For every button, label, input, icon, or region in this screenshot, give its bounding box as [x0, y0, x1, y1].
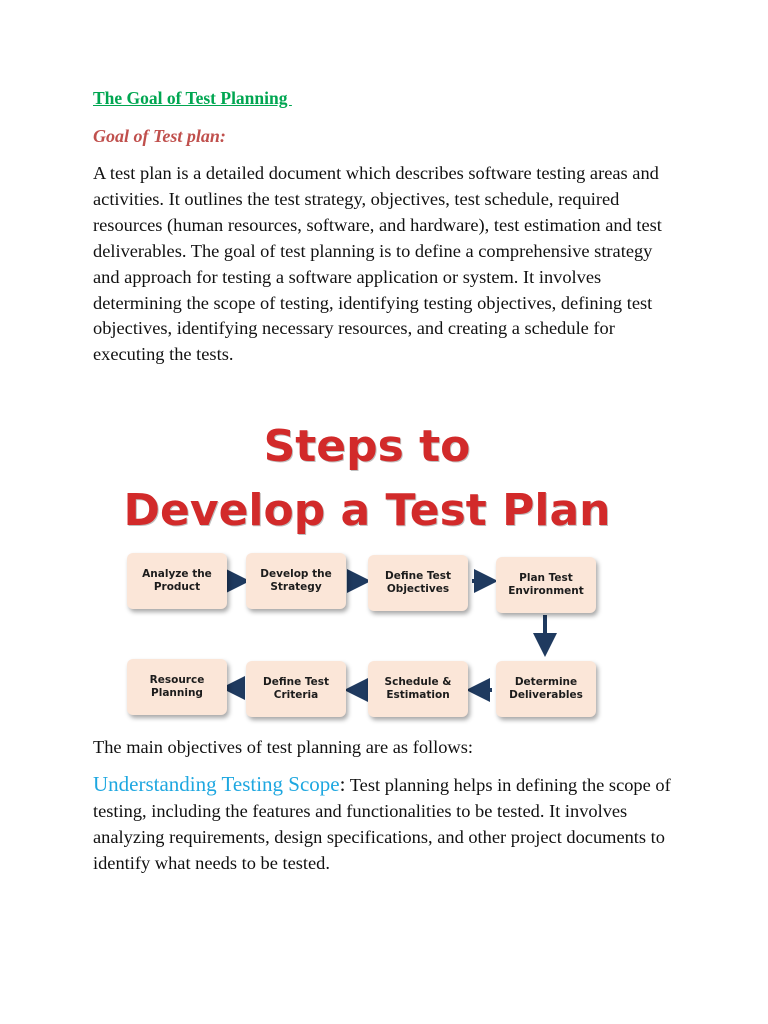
objectives-intro: The main objectives of test planning are as follows: [93, 737, 473, 757]
step-schedule-estimation: Schedule & Estimation [368, 661, 468, 717]
step-analyze-product: Analyze the Product [127, 553, 227, 609]
scope-paragraph [93, 772, 673, 877]
intro-paragraph: A test plan is a detailed document which describes software testing areas and activities. It outlines the test strategy, objectives, test schedule, required resources (human resources, software, and hardware), test estimation and test deliverables. The goal of test planning is to define a comprehensive strategy and approach for testing a software application or system. It involves determining the scope of testing, identifying testing objectives, defining test objectives, identifying necessary resources, and creating a schedule for executing the tests. [93, 163, 662, 365]
step-resource-planning: Resource Planning [127, 659, 227, 715]
section-subtitle: Goal of Test plan: [93, 126, 226, 146]
step-develop-strategy: Develop the Strategy [246, 553, 346, 609]
test-plan-steps-figure [122, 415, 612, 725]
scope-text: Test planning helps in defining the scope of testing, including the features and functionalities to be tested. It involves analyzing requirements, design specifications, and other project documents to identify what needs to be tested. [93, 775, 671, 873]
figure-title-line1: Steps to [263, 421, 471, 472]
figure-title-line2: Develop a Test Plan [123, 485, 611, 536]
document-title: The Goal of Test Planning [93, 88, 292, 108]
scope-heading: Understanding Testing Scope [93, 772, 340, 796]
scope-colon: : [339, 772, 346, 796]
step-define-criteria: Define Test Criteria [246, 661, 346, 717]
step-determine-deliverables: Determine Deliverables [496, 661, 596, 717]
step-plan-environment: Plan Test Environment [496, 557, 596, 613]
step-define-objectives: Define Test Objectives [368, 555, 468, 611]
